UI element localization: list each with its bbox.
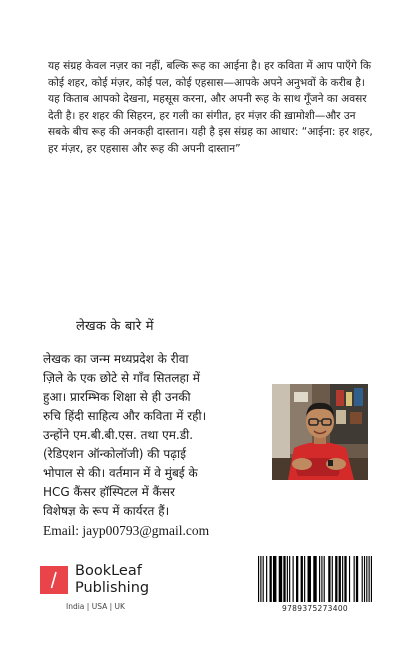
barcode-bar xyxy=(371,556,372,602)
slash-icon xyxy=(40,566,68,594)
barcode-bar xyxy=(279,556,282,602)
barcode-bar xyxy=(289,556,290,602)
bio-line: ज़िले के एक छोटे से गाँव सितलहा में xyxy=(43,371,200,385)
barcode-bar xyxy=(313,556,316,602)
bio-line: HCG कैंसर हॉस्पिटल में कैंसर xyxy=(43,485,175,499)
barcode-bar xyxy=(362,556,363,602)
author-photo-illustration xyxy=(272,384,368,480)
isbn-number: 9789375273400 xyxy=(282,604,348,613)
barcode-bar xyxy=(283,556,285,602)
barcode-bar xyxy=(293,556,294,602)
barcode-bar xyxy=(270,556,272,602)
publisher-name-line2: Publishing xyxy=(75,580,150,596)
publisher-regions: India | USA | UK xyxy=(66,602,125,611)
barcode-bar xyxy=(354,556,355,602)
bio-line: हुआ। प्रारम्भिक शिक्षा से ही उनकी xyxy=(43,390,191,404)
publisher-name xyxy=(75,563,149,597)
bio-line: रुचि हिंदी साहित्य और कविता में रही। xyxy=(43,409,207,423)
barcode-bar xyxy=(369,556,370,602)
bio-line: उन्होंने एम.बी.बी.एस. तथा एम.डी. xyxy=(43,428,194,442)
barcode-bar xyxy=(332,556,333,602)
barcode-bar xyxy=(304,556,305,602)
author-photo xyxy=(272,384,368,480)
barcode-bar xyxy=(364,556,365,602)
barcode-bar xyxy=(273,556,276,602)
barcode-bar xyxy=(366,556,367,602)
barcode-bar xyxy=(344,556,346,602)
bookleaf-logo-icon xyxy=(40,566,68,594)
author-email: Email: jayp00793@gmail.com xyxy=(43,523,210,538)
isbn-barcode xyxy=(258,556,372,602)
barcode-bar xyxy=(266,556,267,602)
back-cover-blurb: यह संग्रह केवल नज़र का नहीं, बल्कि रूह का आईना है। हर कविता में आप पाएँगे कि कोई शहर, कोई मंज़र, कोई पल, कोई एहसास—आपके अपने अनुभवों के करीब है। यह किताब आपको देखना, महसूस करना, और अपनी रूह के साथ गूँजने का अवसर देती है। हर शहर की सिहरन, हर गली का संगीत, हर मंज़र की ख़ामोशी—और उन सबके बीच रूह की अनकही दास्तान। यही है इस संग्रह का आधार: “आईना: हर शहर, हर मंज़र, हर एहसास और रूह की अपनी दास्तान” xyxy=(48,60,373,155)
barcode-bar xyxy=(356,556,358,602)
bio-line: विशेषज्ञ के रूप में कार्यरत हैं। xyxy=(43,504,170,518)
barcode-bar xyxy=(301,556,303,602)
barcode-bar xyxy=(342,556,343,602)
bio-line: (रेडिएशन ऑन्कोलॉजी) की पढ़ाई xyxy=(43,447,187,461)
barcode-bar xyxy=(308,556,311,602)
barcode-bar xyxy=(296,556,298,602)
bio-line: लेखक का जन्म मध्यप्रदेश के रीवा xyxy=(43,352,189,366)
barcode-bar xyxy=(324,556,325,602)
barcode-bar xyxy=(328,556,330,602)
author-bio xyxy=(43,350,275,521)
bio-line: भोपाल से की। वर्तमान में वे मुंबई के xyxy=(43,466,198,480)
barcode-bar xyxy=(263,556,264,602)
barcode-bar xyxy=(339,556,341,602)
publisher-name-line1: BookLeaf xyxy=(75,563,142,579)
about-author-heading: लेखक के बारे में xyxy=(76,319,154,334)
barcode-bar xyxy=(287,556,288,602)
barcode-bar xyxy=(260,556,261,602)
barcode-bar xyxy=(258,556,259,602)
barcode-bar xyxy=(349,556,350,602)
barcode-bar xyxy=(319,556,320,602)
barcode-bar xyxy=(335,556,337,602)
barcode-bar xyxy=(321,556,322,602)
